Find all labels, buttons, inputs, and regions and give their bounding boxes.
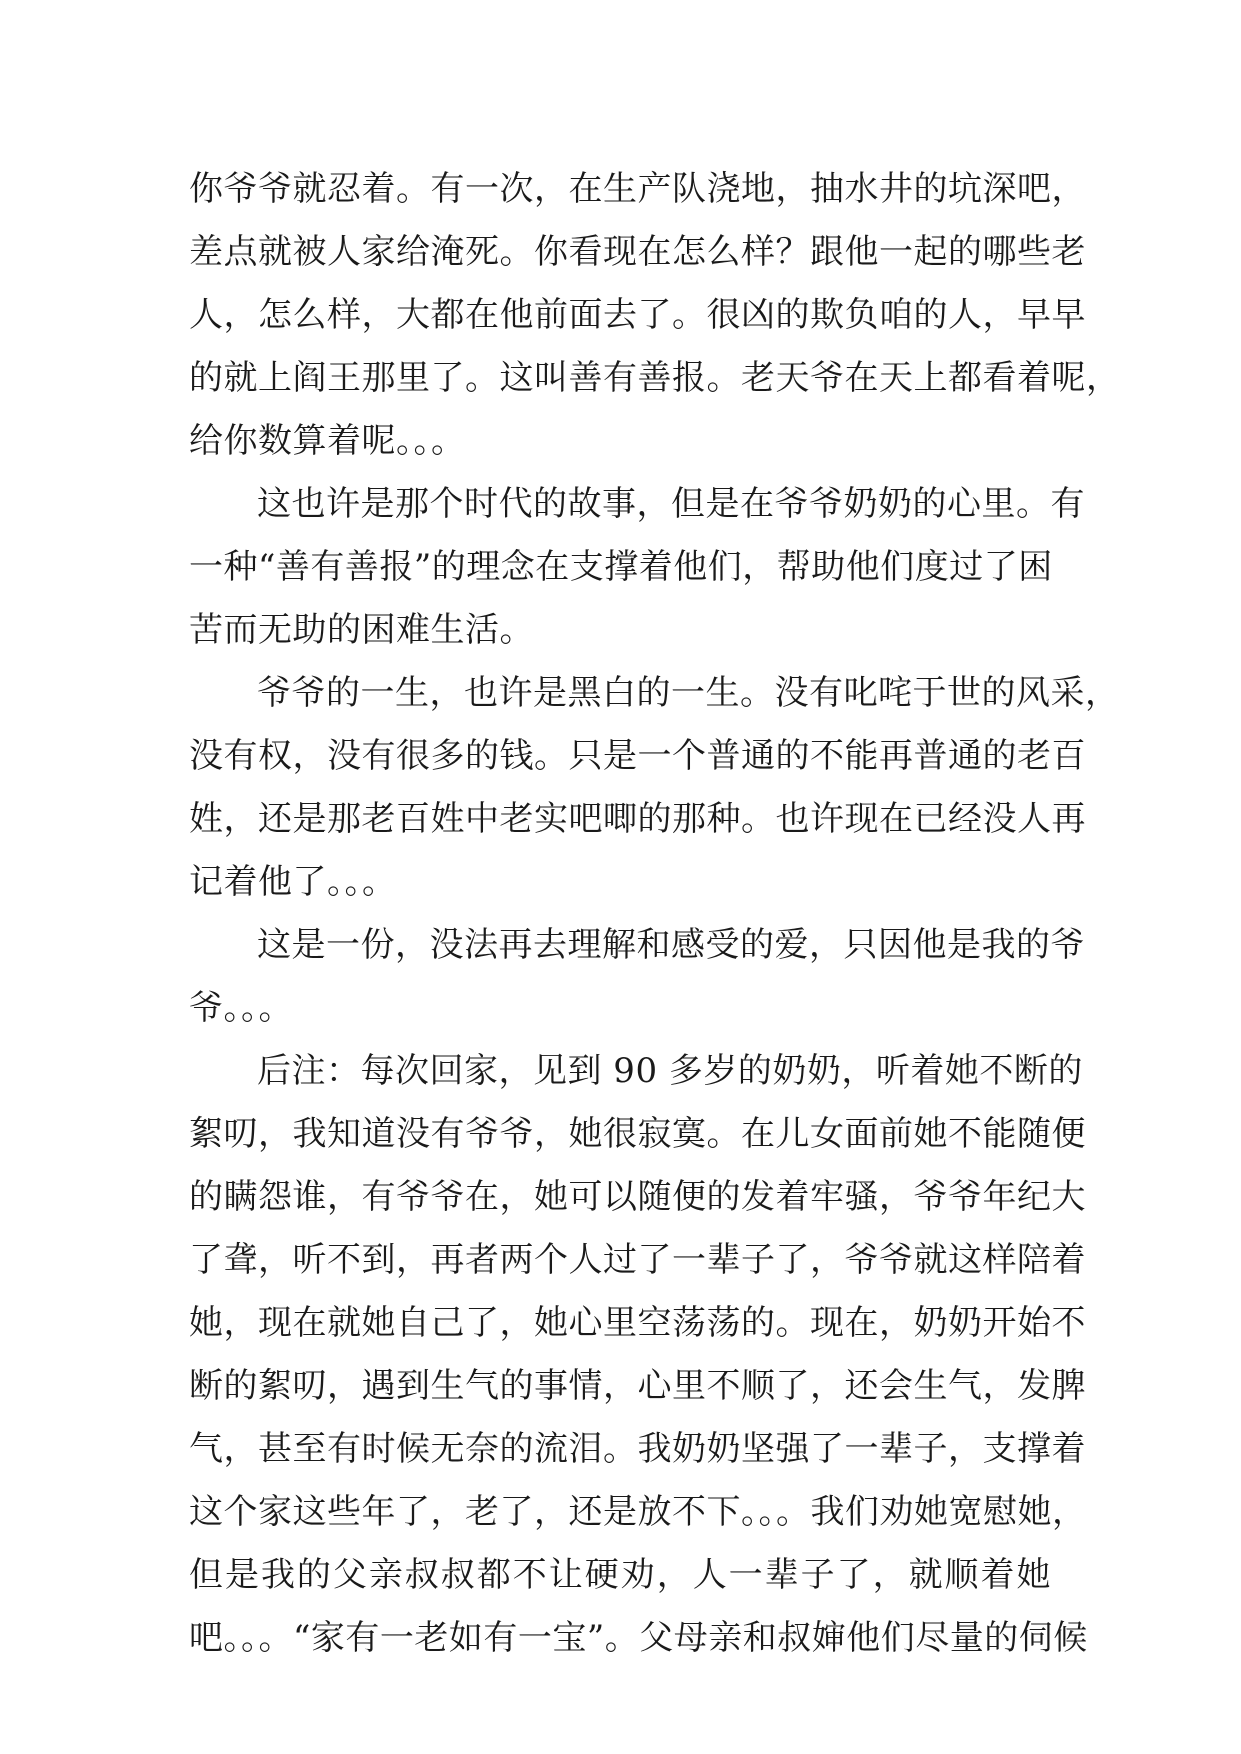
text-line: 人，怎么样，大都在他前面去了。很凶的欺负咱的人，早早 <box>189 295 1086 335</box>
text-line: 这也许是那个时代的故事，但是在爷爷奶奶的心里。有 <box>257 484 1085 524</box>
text-line: 断的絮叨，遇到生气的事情，心里不顺了，还会生气，发脾 <box>189 1366 1086 1406</box>
text-line: 没有权，没有很多的钱。只是一个普通的不能再普通的老百 <box>189 736 1086 776</box>
text-line: 苦而无助的困难生活。 <box>189 610 534 650</box>
text-line: 爷。。。 <box>189 988 293 1028</box>
text-line: 一种“善有善报”的理念在支撑着他们，帮助他们度过了困 <box>189 547 1053 587</box>
text-line: 这是一份，没法再去理解和感受的爱，只因他是我的爷 <box>257 925 1085 965</box>
text-line: 吧。。。“家有一老如有一宝”。父母亲和叔婶他们尽量的伺候 <box>189 1618 1088 1658</box>
text-line: 这个家这些年了，老了，还是放不下。。。我们劝她宽慰她， <box>189 1492 1087 1532</box>
body-text <box>189 158 1121 1670</box>
text-line: 的瞒怨谁，有爷爷在，她可以随便的发着牢骚，爷爷年纪大 <box>189 1177 1086 1217</box>
text-line: 的就上阎王那里了。这叫善有善报。老天爷在天上都看着呢， <box>189 358 1121 398</box>
text-line: 但是我的父亲叔叔都不让硬劝，人一辈子了，就顺着她 <box>189 1555 1051 1595</box>
text-line: 了聋，听不到，再者两个人过了一辈子了，爷爷就这样陪着 <box>189 1240 1086 1280</box>
text-line: 差点就被人家给淹死。你看现在怎么样？跟他一起的哪些老 <box>189 232 1086 272</box>
text-line: 絮叨，我知道没有爷爷，她很寂寞。在儿女面前她不能随便 <box>189 1114 1086 1154</box>
text-line: 她，现在就她自己了，她心里空荡荡的。现在，奶奶开始不 <box>189 1303 1086 1343</box>
text-line: 爷爷的一生，也许是黑白的一生。没有叱咤于世的风采， <box>257 673 1120 713</box>
text-line: 给你数算着呢。。。 <box>189 421 466 461</box>
text-line: 气，甚至有时候无奈的流泪。我奶奶坚强了一辈子，支撑着 <box>189 1429 1086 1469</box>
text-line: 姓，还是那老百姓中老实吧唧的那种。也许现在已经没人再 <box>189 799 1086 839</box>
text-line: 你爷爷就忍着。有一次，在生产队浇地，抽水井的坑深吧， <box>189 169 1086 209</box>
text-line: 后注：每次回家，见到 90 多岁的奶奶，听着她不断的 <box>257 1051 1083 1091</box>
text-line: 记着他了。。。 <box>189 862 397 902</box>
